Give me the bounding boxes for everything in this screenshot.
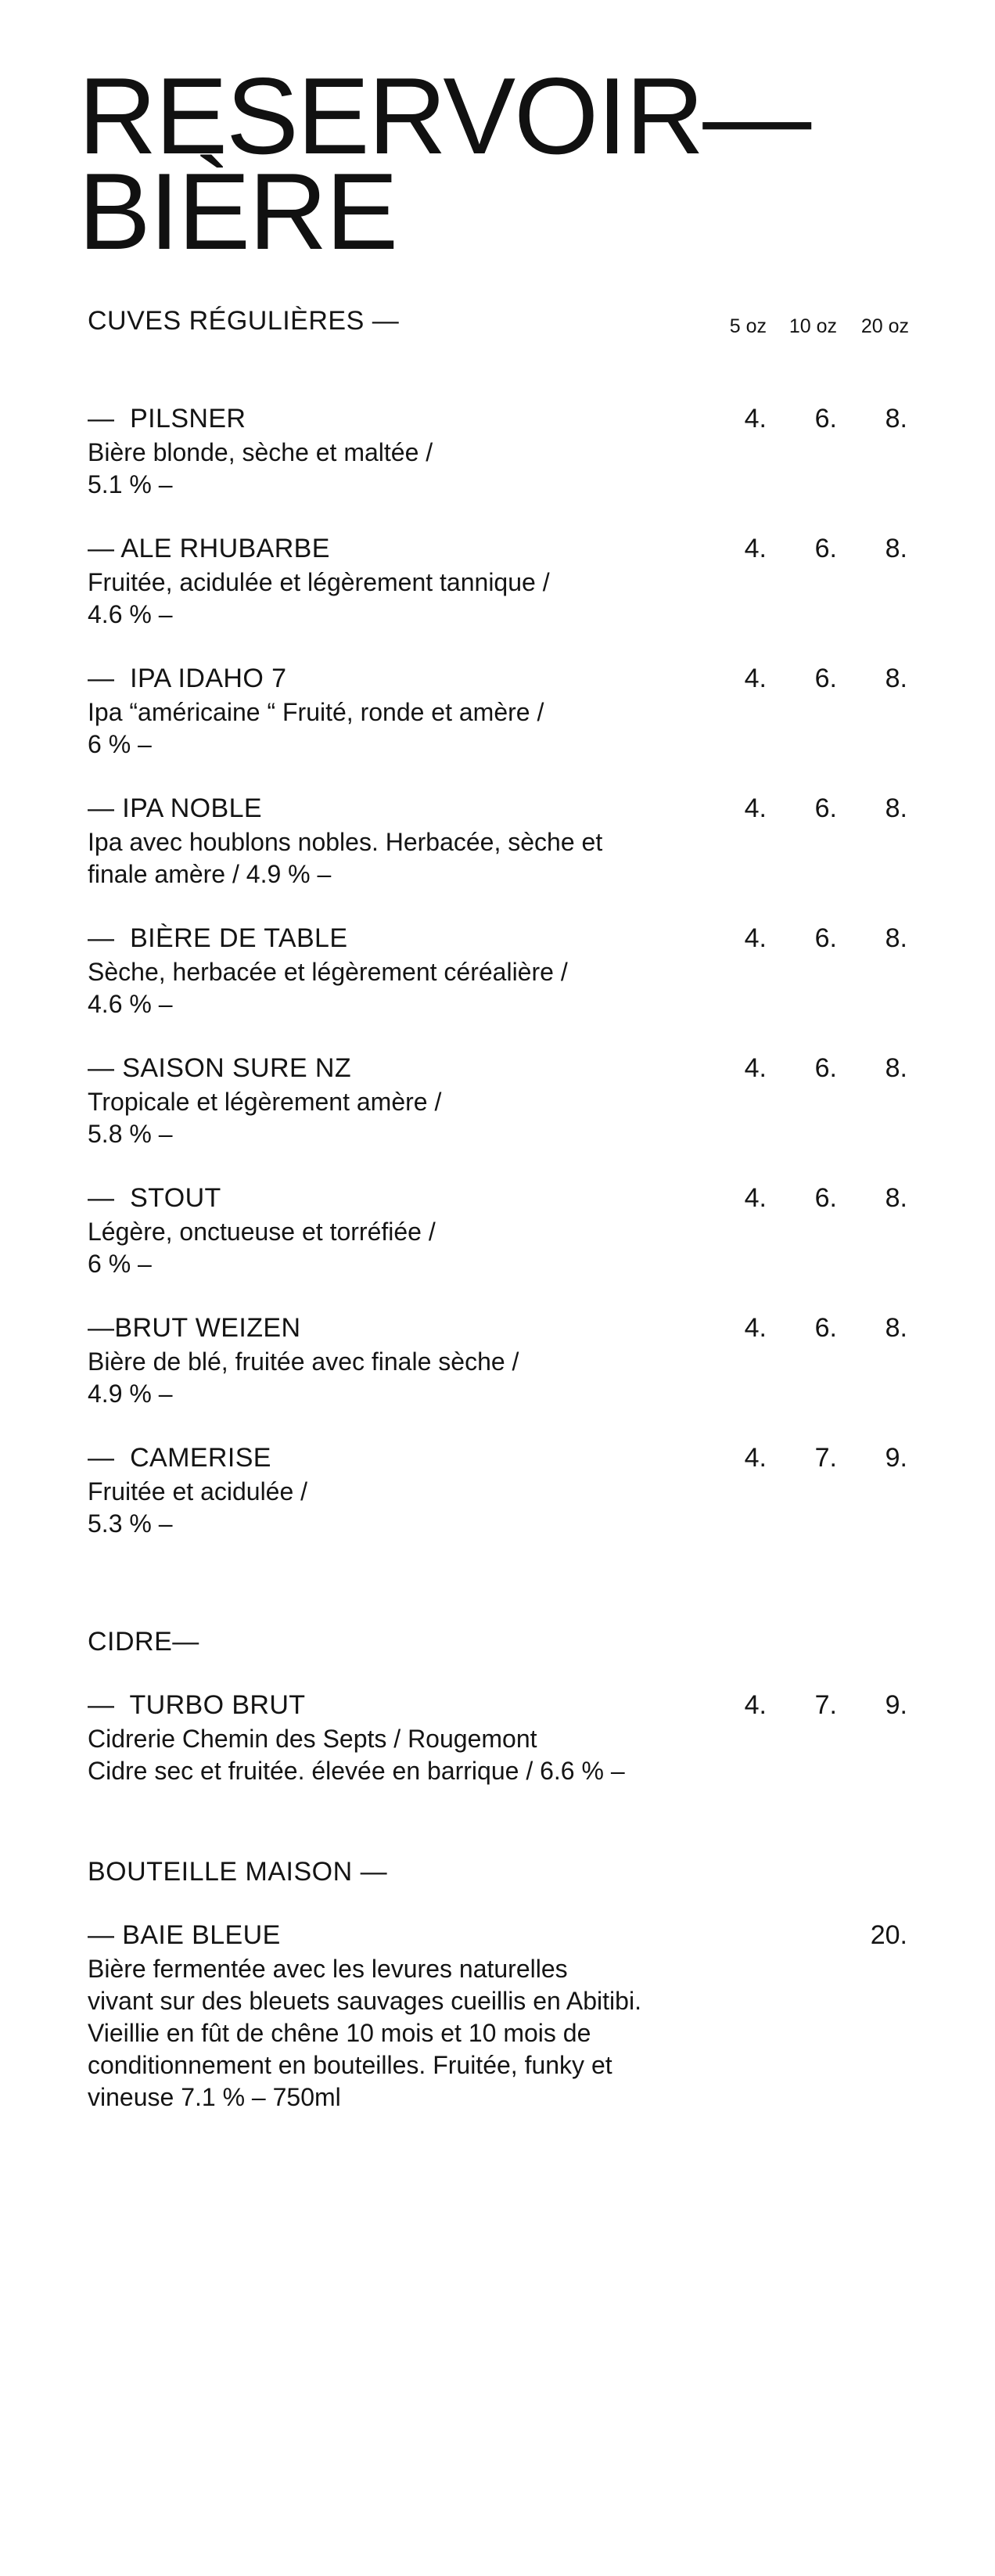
price-10oz: 6.: [814, 1313, 837, 1343]
item-description: Ipa “américaine “ Fruité, ronde et amère / 6 % –: [88, 698, 544, 758]
menu-item: [88, 922, 917, 1020]
item-description: Bière blonde, sèche et maltée / 5.1 % –: [88, 438, 433, 498]
price-20oz: 8.: [885, 1313, 907, 1343]
item-description: Tropicale et légèrement amère / 5.8 % –: [88, 1088, 442, 1148]
title-line-2: BIÈRE: [78, 151, 397, 272]
item-description: Bière fermentée avec les levures naturelles vivant sur des bleuets sauvages cueillis en Abitibi. Vieillie en fût de chêne 10 mois et 10 mois de conditionnement en bouteilles. Fruitée, funky et vineuse 7.1 % – 750ml: [88, 1955, 641, 2111]
size-header-10oz: 10 oz: [788, 315, 837, 337]
menu-item: [88, 1182, 917, 1280]
item-description: Ipa avec houblons nobles. Herbacée, sèche et finale amère / 4.9 % –: [88, 828, 603, 888]
price-10oz: 6.: [814, 793, 837, 823]
title-line-1: RESERVOIR—: [78, 56, 810, 177]
item-description: Bière de blé, fruitée avec finale sèche / 4.9 % –: [88, 1347, 519, 1408]
price-20oz: 9.: [885, 1443, 907, 1473]
price-5oz: 4.: [744, 793, 767, 823]
price-20oz: 8.: [885, 404, 907, 434]
menu-item-bouteille: [88, 1919, 917, 2114]
price-5oz: 4.: [744, 1313, 767, 1343]
item-name: — ALE RHUBARBE: [88, 534, 330, 563]
price-10oz: 6.: [814, 923, 837, 953]
price-bottle: 20.: [870, 1920, 907, 1950]
price-10oz: 6.: [814, 1053, 837, 1083]
price-20oz: 8.: [885, 534, 907, 563]
price-5oz: 4.: [744, 1443, 767, 1473]
price-10oz: 6.: [814, 534, 837, 563]
price-5oz: 4.: [744, 534, 767, 563]
price-10oz: 6.: [814, 664, 837, 693]
menu-item: [88, 792, 917, 890]
page-title: [78, 56, 810, 272]
price-5oz: 4.: [744, 1690, 767, 1720]
price-10oz: 6.: [814, 404, 837, 434]
item-name: — BAIE BLEUE: [88, 1920, 281, 1950]
item-description: Fruitée et acidulée / 5.3 % –: [88, 1477, 308, 1538]
price-20oz: 8.: [885, 793, 907, 823]
price-20oz: 8.: [885, 923, 907, 953]
price-20oz: 8.: [885, 664, 907, 693]
menu-item-cidre: [88, 1689, 917, 1787]
item-name: — PILSNER: [88, 404, 246, 434]
item-description: Sèche, herbacée et légèrement céréalière / 4.6 % –: [88, 958, 568, 1018]
section-heading-cidre: CIDRE—: [88, 1627, 199, 1657]
price-20oz: 8.: [885, 1183, 907, 1213]
item-name: — IPA NOBLE: [88, 793, 262, 823]
item-name: —BRUT WEIZEN: [88, 1313, 301, 1343]
price-10oz: 7.: [814, 1443, 837, 1473]
item-description: Cidrerie Chemin des Septs / Rougemont Cidre sec et fruitée. élevée en barrique / 6.6 % –: [88, 1725, 625, 1785]
price-5oz: 4.: [744, 404, 767, 434]
price-20oz: 9.: [885, 1690, 907, 1720]
item-name: — SAISON SURE NZ: [88, 1053, 352, 1083]
price-5oz: 4.: [744, 1053, 767, 1083]
item-name: — CAMERISE: [88, 1443, 271, 1473]
menu-item: [88, 662, 917, 761]
menu-item: [88, 402, 917, 501]
menu-item: [88, 1441, 917, 1540]
price-5oz: 4.: [744, 923, 767, 953]
section-heading-bouteille: BOUTEILLE MAISON —: [88, 1857, 388, 1887]
size-header-5oz: 5 oz: [729, 315, 767, 337]
menu-item: [88, 532, 917, 631]
item-name: — BIÈRE DE TABLE: [88, 923, 348, 953]
item-name: — STOUT: [88, 1183, 221, 1213]
item-name: — IPA IDAHO 7: [88, 664, 287, 693]
menu-item: [88, 1311, 917, 1410]
size-header-20oz: 20 oz: [860, 315, 909, 337]
item-name: — TURBO BRUT: [88, 1690, 306, 1720]
price-20oz: 8.: [885, 1053, 907, 1083]
item-description: Fruitée, acidulée et légèrement tannique / 4.6 % –: [88, 568, 550, 628]
price-10oz: 7.: [814, 1690, 837, 1720]
section-heading-cuves: CUVES RÉGULIÈRES —: [88, 306, 400, 336]
price-10oz: 6.: [814, 1183, 837, 1213]
menu-item: [88, 1052, 917, 1150]
price-5oz: 4.: [744, 1183, 767, 1213]
item-description: Légère, onctueuse et torréfiée / 6 % –: [88, 1218, 436, 1278]
price-5oz: 4.: [744, 664, 767, 693]
